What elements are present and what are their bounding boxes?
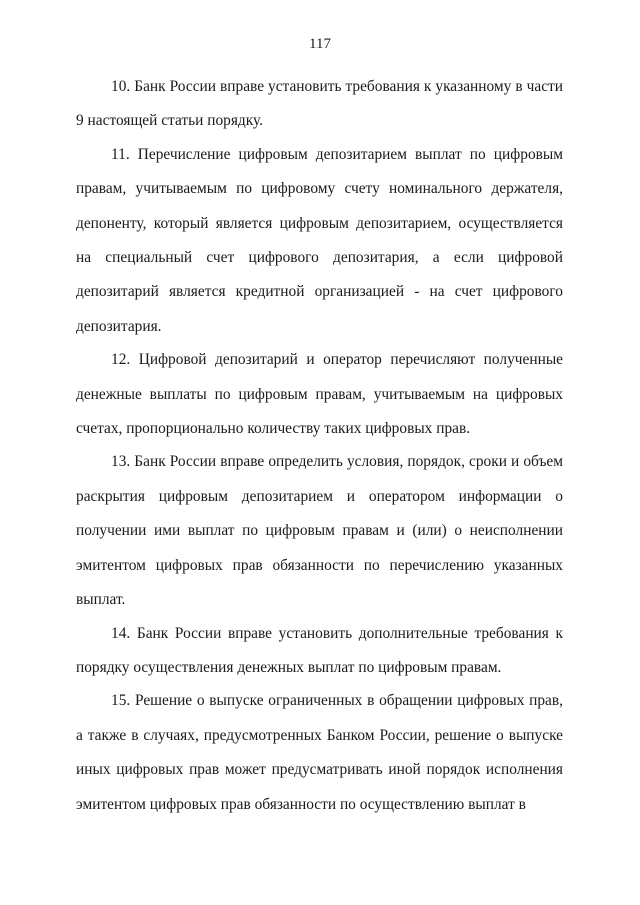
paragraph-10: 10. Банк России вправе установить требования к указанному в части 9 настоящей статьи порядку. [76,78,563,130]
page-number: 117 [309,36,331,52]
paragraph-15: 15. Решение о выпуске ограниченных в обращении цифровых прав, а также в случаях, предусмотренных Банком России, решение о выпуске иных цифровых прав может предусматривать иной порядок исполнения эмитентом цифровых прав обязанности по осуществлению выплат в [76,692,563,813]
document-body [76,70,563,821]
paragraph-11: 11. Перечисление цифровым депозитарием выплат по цифровым правам, учитываемым по цифровому счету номинального держателя, депоненту, который является цифровым депозитарием, осуществляется на специальный счет цифрового депозитария, а если цифровой депозитарий является кредитной организацией - на счет цифрового депозитария. [76,145,563,335]
paragraph-14: 14. Банк России вправе установить дополнительные требования к порядку осуществления денежных выплат по цифровым правам. [76,624,563,676]
paragraph-12: 12. Цифровой депозитарий и оператор перечисляют полученные денежные выплаты по цифровым правам, учитываемым на цифровых счетах, пропорционально количеству таких цифровых прав. [76,351,563,438]
paragraph-13: 13. Банк России вправе определить условия, порядок, сроки и объем раскрытия цифровым депозитарием и оператором информации о получении ими выплат по цифровым правам и (или) о неисполнении эмитентом цифровых прав обязанности по перечислению указанных выплат. [76,453,563,609]
